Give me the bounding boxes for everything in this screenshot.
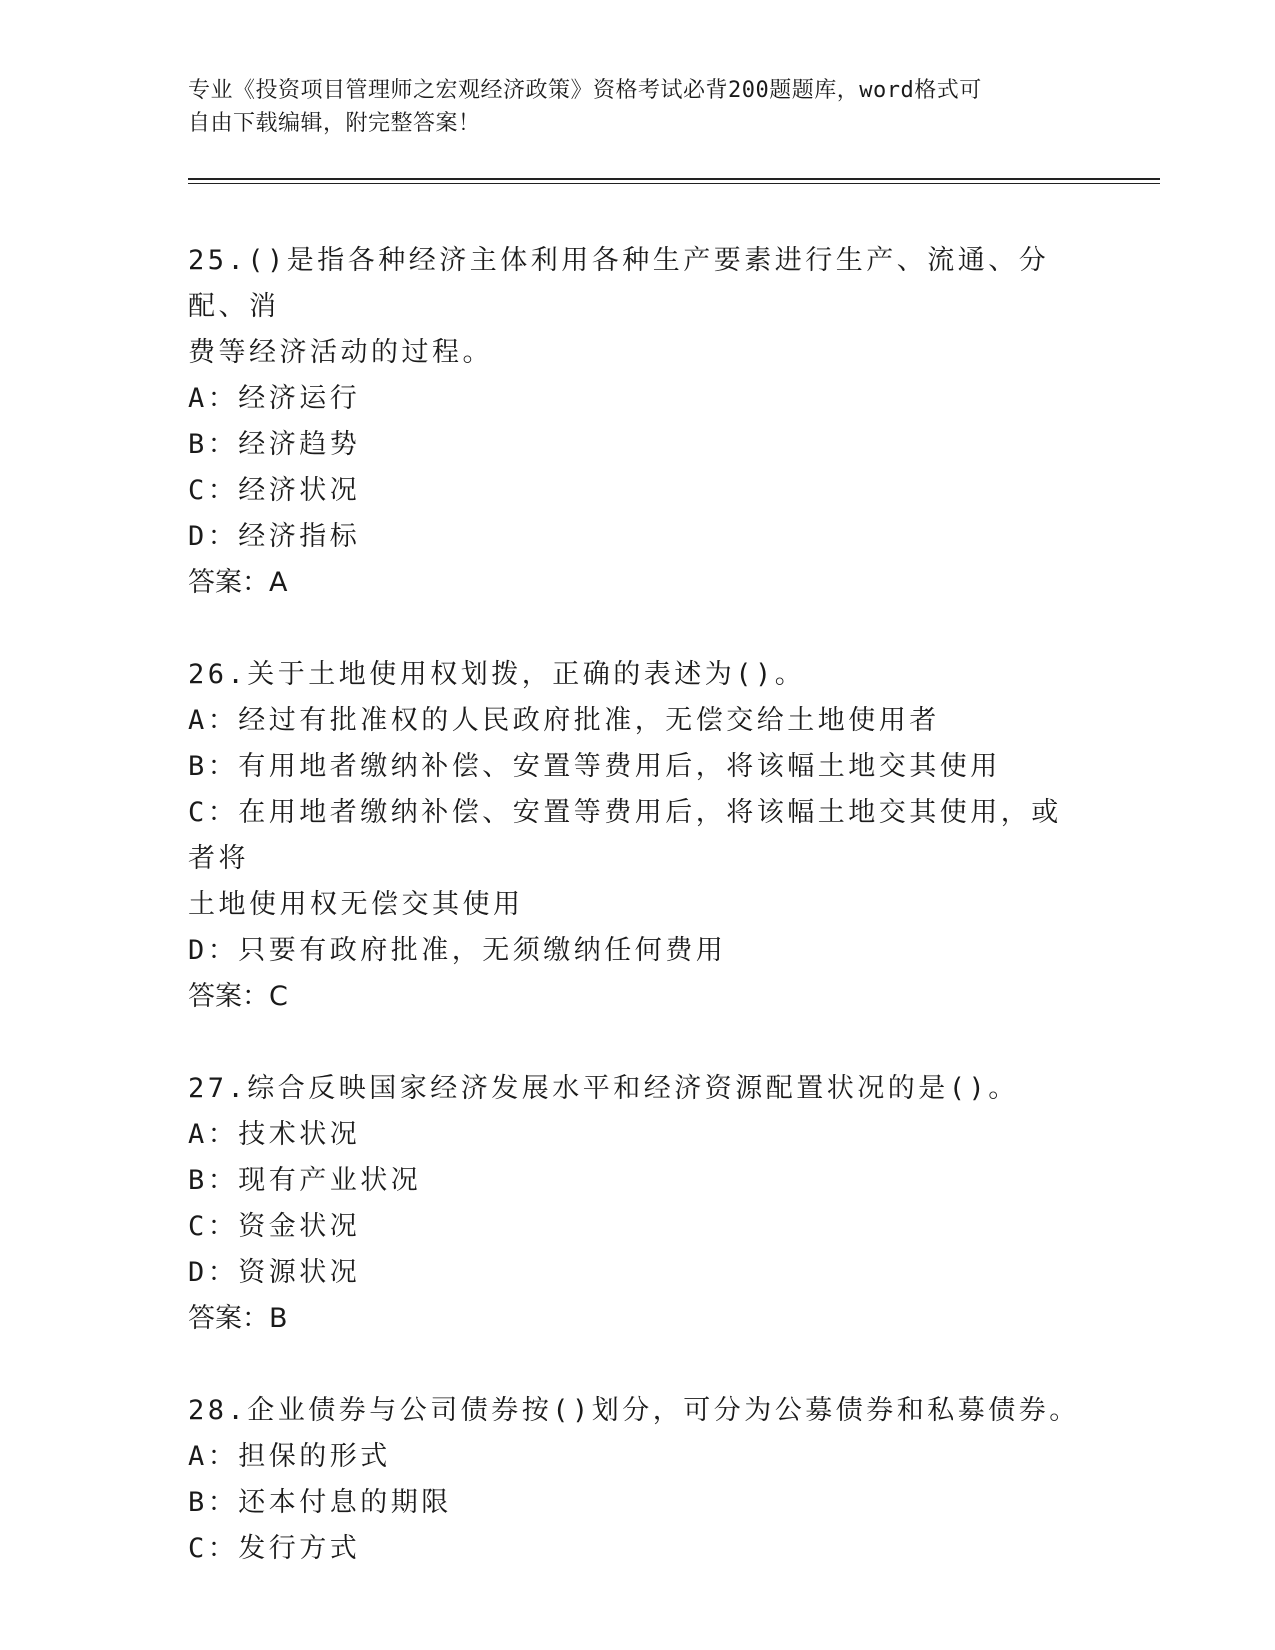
question-text: 26.关于土地使用权划拨，正确的表述为()。 — [188, 659, 806, 690]
question-text: 25.()是指各种经济主体利用各种生产要素进行生产、流通、分配、消 — [188, 245, 1050, 322]
answer: 答案：B — [188, 1303, 288, 1334]
option-b: B：还本付息的期限 — [188, 1487, 452, 1518]
question-text: 27.综合反映国家经济发展水平和经济资源配置状况的是()。 — [188, 1073, 1019, 1104]
option-d: D：只要有政府批准，无须缴纳任何费用 — [188, 935, 727, 966]
option-b: B：有用地者缴纳补偿、安置等费用后，将该幅土地交其使用 — [188, 751, 1001, 782]
answer: 答案：C — [188, 981, 288, 1012]
option-a: A：经济运行 — [188, 383, 361, 414]
answer: 答案：A — [188, 567, 288, 598]
option-c: C：在用地者缴纳补偿、安置等费用后，将该幅土地交其使用，或者将 — [188, 797, 1062, 874]
question-28 — [188, 1388, 1088, 1572]
option-a: A：技术状况 — [188, 1119, 361, 1150]
header-line-2: 自由下载编辑，附完整答案！ — [188, 111, 481, 136]
question-26 — [188, 652, 1088, 1020]
header-divider-thin — [188, 183, 1160, 184]
option-c: C：资金状况 — [188, 1211, 361, 1242]
header-divider-thick — [188, 178, 1160, 180]
option-a: A：经过有批准权的人民政府批准，无偿交给土地使用者 — [188, 705, 940, 736]
option-d: D：资源状况 — [188, 1257, 361, 1288]
question-text: 28.企业债券与公司债券按()划分，可分为公募债券和私募债券。 — [188, 1395, 1080, 1426]
option-c-continued: 土地使用权无偿交其使用 — [188, 889, 524, 920]
header-line-1: 专业《投资项目管理师之宏观经济政策》资格考试必背200题题库，word格式可 — [188, 78, 982, 103]
option-a: A：担保的形式 — [188, 1441, 391, 1472]
option-b: B：现有产业状况 — [188, 1165, 422, 1196]
option-c: C：经济状况 — [188, 475, 361, 506]
question-list — [188, 238, 1088, 1618]
document-header — [188, 74, 1088, 140]
question-27 — [188, 1066, 1088, 1342]
option-b: B：经济趋势 — [188, 429, 361, 460]
question-text-continued: 费等经济活动的过程。 — [188, 337, 493, 368]
question-25 — [188, 238, 1088, 606]
option-c: C：发行方式 — [188, 1533, 361, 1564]
option-d: D：经济指标 — [188, 521, 361, 552]
